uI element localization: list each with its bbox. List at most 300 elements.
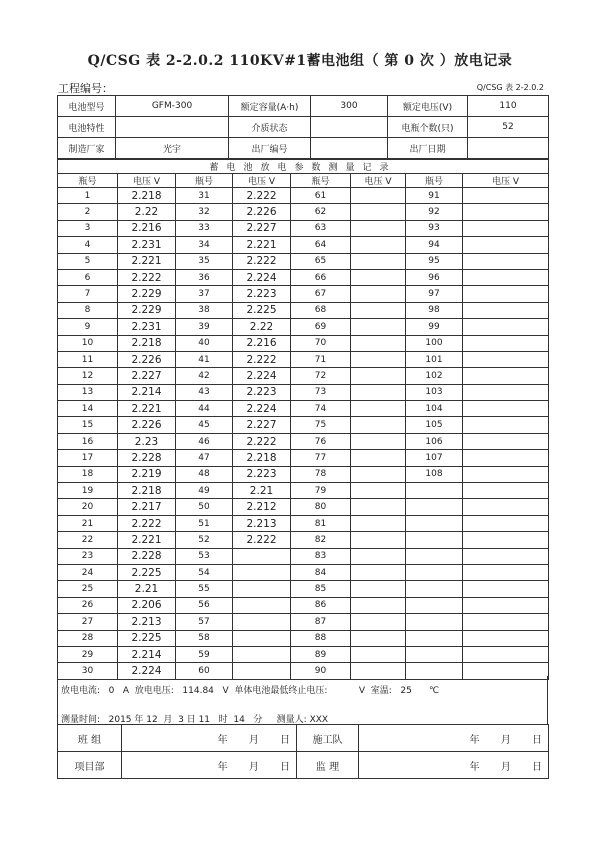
cell-number: 97 <box>406 286 463 302</box>
cell-number <box>406 614 463 630</box>
cell-voltage <box>463 548 549 564</box>
cell-number: 66 <box>291 269 351 285</box>
cell-number: 73 <box>291 384 351 400</box>
cell-voltage: 2.212 <box>233 499 291 515</box>
header-cell-no: 瓶号 <box>58 174 118 188</box>
cell-voltage: 2.219 <box>118 466 176 482</box>
cell-number: 11 <box>58 351 118 367</box>
cell-voltage: 2.229 <box>118 302 176 318</box>
manufacture-date <box>468 138 549 159</box>
table-row <box>58 335 549 351</box>
cell-voltage <box>463 237 549 253</box>
table-row <box>58 253 549 269</box>
cell-number: 21 <box>58 515 118 531</box>
table-row <box>58 433 549 449</box>
cell-number: 20 <box>58 499 118 515</box>
cell-number: 43 <box>176 384 233 400</box>
cell-voltage <box>351 401 406 417</box>
cell-number: 74 <box>291 401 351 417</box>
cell-number: 60 <box>176 663 233 679</box>
cell-number <box>406 499 463 515</box>
cell-voltage <box>351 368 406 384</box>
table-row <box>58 417 549 433</box>
cell-number: 10 <box>58 335 118 351</box>
cell-number: 67 <box>291 286 351 302</box>
cell-voltage: 2.22 <box>118 204 176 220</box>
cell-number: 35 <box>176 253 233 269</box>
cell-voltage: 2.226 <box>118 351 176 367</box>
cell-number: 57 <box>176 614 233 630</box>
cell-voltage: 2.228 <box>118 450 176 466</box>
cell-voltage <box>463 253 549 269</box>
cell-number: 87 <box>291 614 351 630</box>
cell-voltage <box>463 433 549 449</box>
cell-voltage <box>351 351 406 367</box>
cell-voltage <box>463 564 549 580</box>
cell-number: 22 <box>58 532 118 548</box>
cell-number: 40 <box>176 335 233 351</box>
cell-number: 82 <box>291 532 351 548</box>
table-row <box>58 204 549 220</box>
cell-number: 3 <box>58 220 118 236</box>
cell-voltage: 2.225 <box>233 302 291 318</box>
cell-number: 23 <box>58 548 118 564</box>
cell-voltage: 2.216 <box>233 335 291 351</box>
cell-number: 28 <box>58 630 118 646</box>
cell-number: 92 <box>406 204 463 220</box>
cell-voltage <box>463 646 549 662</box>
cell-number: 55 <box>176 581 233 597</box>
cell-number: 19 <box>58 483 118 499</box>
battery-info-table <box>57 95 549 159</box>
cell-number: 37 <box>176 286 233 302</box>
cell-number: 44 <box>176 401 233 417</box>
table-row <box>58 597 549 613</box>
table-row <box>58 515 549 531</box>
form-code: Q/CSG 表 2-2.0.2 <box>476 83 544 92</box>
cell-voltage: 2.221 <box>233 237 291 253</box>
cell-voltage: 2.221 <box>118 253 176 269</box>
header-cell-no: 瓶号 <box>291 174 351 188</box>
cell-voltage: 2.223 <box>233 466 291 482</box>
table-row <box>58 286 549 302</box>
crew-label: 施工队 <box>297 725 359 752</box>
rated-voltage: 110 <box>468 96 549 117</box>
cell-voltage: 2.214 <box>118 646 176 662</box>
cell-voltage: 2.223 <box>233 384 291 400</box>
cell-number <box>406 532 463 548</box>
cell-voltage <box>463 532 549 548</box>
cell-number: 68 <box>291 302 351 318</box>
cell-voltage <box>351 614 406 630</box>
cell-number: 41 <box>176 351 233 367</box>
table-row <box>58 319 549 335</box>
cell-number: 1 <box>58 188 118 204</box>
cell-voltage <box>463 269 549 285</box>
table-row <box>58 401 549 417</box>
cell-number: 50 <box>176 499 233 515</box>
cell-number: 52 <box>176 532 233 548</box>
cell-voltage <box>463 466 549 482</box>
cell-voltage <box>351 515 406 531</box>
cell-voltage: 2.218 <box>233 450 291 466</box>
cell-number: 69 <box>291 319 351 335</box>
cell-number <box>406 564 463 580</box>
label: 电瓶个数(只) <box>388 117 468 138</box>
cell-number: 12 <box>58 368 118 384</box>
cell-number: 77 <box>291 450 351 466</box>
cell-voltage <box>463 450 549 466</box>
cell-number: 94 <box>406 237 463 253</box>
cell-voltage <box>463 614 549 630</box>
cell-voltage <box>463 384 549 400</box>
label: 额定电压(V) <box>388 96 468 117</box>
cell-voltage <box>233 597 291 613</box>
cell-number: 86 <box>291 597 351 613</box>
header-cell-voltage: 电压 V <box>233 174 291 188</box>
cell-voltage <box>463 597 549 613</box>
cell-number: 58 <box>176 630 233 646</box>
table-row <box>58 220 549 236</box>
cell-number <box>406 597 463 613</box>
capacity: 300 <box>311 96 388 117</box>
cell-voltage: 2.227 <box>233 220 291 236</box>
label: 出厂日期 <box>388 138 468 159</box>
cell-voltage <box>233 564 291 580</box>
cell-voltage: 2.231 <box>118 319 176 335</box>
cell-number <box>406 646 463 662</box>
cell-voltage: 2.228 <box>118 548 176 564</box>
cell-voltage: 2.224 <box>233 269 291 285</box>
cell-voltage <box>233 630 291 646</box>
cell-voltage <box>351 597 406 613</box>
cell-number: 65 <box>291 253 351 269</box>
cell-voltage <box>463 204 549 220</box>
cell-number: 102 <box>406 368 463 384</box>
characteristic <box>116 117 229 138</box>
cell-number: 75 <box>291 417 351 433</box>
cell-number: 63 <box>291 220 351 236</box>
cell-voltage: 2.222 <box>233 188 291 204</box>
cell-voltage <box>351 188 406 204</box>
cell-voltage <box>463 417 549 433</box>
cell-voltage <box>351 417 406 433</box>
table-row <box>58 302 549 318</box>
team-label: 班 组 <box>58 725 122 752</box>
cell-number: 34 <box>176 237 233 253</box>
cell-voltage <box>351 220 406 236</box>
cell-number: 15 <box>58 417 118 433</box>
cell-voltage: 2.226 <box>233 204 291 220</box>
cell-number: 71 <box>291 351 351 367</box>
cell-number: 108 <box>406 466 463 482</box>
cell-voltage <box>463 368 549 384</box>
section-title: 蓄电池放电参数测量记录 <box>58 160 549 174</box>
cell-number: 36 <box>176 269 233 285</box>
cell-voltage: 2.222 <box>233 532 291 548</box>
cell-number: 42 <box>176 368 233 384</box>
cell-voltage <box>351 433 406 449</box>
cell-number: 64 <box>291 237 351 253</box>
cell-number: 26 <box>58 597 118 613</box>
cell-voltage <box>233 614 291 630</box>
cell-number: 45 <box>176 417 233 433</box>
cell-voltage <box>351 499 406 515</box>
cell-voltage: 2.222 <box>118 269 176 285</box>
cell-number: 81 <box>291 515 351 531</box>
cell-voltage <box>463 630 549 646</box>
cell-voltage <box>463 351 549 367</box>
cell-voltage: 2.221 <box>118 532 176 548</box>
cell-voltage <box>463 220 549 236</box>
cell-number: 103 <box>406 384 463 400</box>
cell-voltage <box>463 515 549 531</box>
cell-voltage <box>351 204 406 220</box>
measurement-summary <box>57 676 548 725</box>
cell-voltage: 2.221 <box>118 401 176 417</box>
cell-number: 24 <box>58 564 118 580</box>
cell-voltage <box>351 237 406 253</box>
table-row <box>58 548 549 564</box>
page-title: Q/CSG 表 2-2.0.2 110KV#1蓄电池组（ 第 0 次 ）放电记录 <box>87 53 513 69</box>
cell-voltage: 2.225 <box>118 564 176 580</box>
cell-voltage: 2.222 <box>118 515 176 531</box>
measurement-table <box>57 159 549 680</box>
cell-number: 5 <box>58 253 118 269</box>
cell-number: 33 <box>176 220 233 236</box>
cell-voltage: 2.227 <box>118 368 176 384</box>
column-header-row <box>58 174 549 188</box>
cell-voltage <box>233 646 291 662</box>
table-row <box>58 368 549 384</box>
label: 出厂编号 <box>229 138 311 159</box>
cell-voltage <box>463 302 549 318</box>
cell-voltage: 2.216 <box>118 220 176 236</box>
cell-number: 14 <box>58 401 118 417</box>
cell-number: 46 <box>176 433 233 449</box>
cell-voltage: 2.213 <box>233 515 291 531</box>
cell-voltage <box>351 253 406 269</box>
cell-number: 54 <box>176 564 233 580</box>
cell-number: 91 <box>406 188 463 204</box>
cell-number: 30 <box>58 663 118 679</box>
cell-number: 105 <box>406 417 463 433</box>
table-row <box>58 499 549 515</box>
cell-number: 48 <box>176 466 233 482</box>
cell-number: 18 <box>58 466 118 482</box>
cell-voltage: 2.224 <box>118 663 176 679</box>
cell-voltage: 2.214 <box>118 384 176 400</box>
supervisor-label: 监 理 <box>297 752 359 779</box>
cell-number: 78 <box>291 466 351 482</box>
cell-voltage <box>233 548 291 564</box>
table-row <box>58 483 549 499</box>
medium <box>311 117 388 138</box>
cell-voltage: 2.231 <box>118 237 176 253</box>
table-row <box>58 630 549 646</box>
cell-number: 80 <box>291 499 351 515</box>
crew-date: 年 月 日 <box>359 725 549 752</box>
cell-voltage: 2.213 <box>118 614 176 630</box>
discharge-params: 放电电流: 0 A 放电电压: 114.84 V 单体电池最低终止电压: V 室温: 25 ℃ <box>61 686 440 696</box>
header-cell-voltage: 电压 V <box>118 174 176 188</box>
cell-voltage <box>351 630 406 646</box>
table-row <box>58 564 549 580</box>
cell-voltage: 2.223 <box>233 286 291 302</box>
cell-voltage: 2.22 <box>233 319 291 335</box>
cell-number: 61 <box>291 188 351 204</box>
cell-voltage <box>351 581 406 597</box>
cell-voltage <box>351 450 406 466</box>
header-cell-voltage: 电压 V <box>351 174 406 188</box>
label: 额定容量(A·h) <box>229 96 311 117</box>
cell-number: 104 <box>406 401 463 417</box>
cell-number: 100 <box>406 335 463 351</box>
cell-number: 59 <box>176 646 233 662</box>
label: 介质状态 <box>229 117 311 138</box>
cell-voltage: 2.218 <box>118 335 176 351</box>
table-row <box>58 581 549 597</box>
cell-voltage <box>463 335 549 351</box>
cell-voltage <box>351 269 406 285</box>
cell-number: 98 <box>406 302 463 318</box>
table-row <box>58 646 549 662</box>
cell-number: 38 <box>176 302 233 318</box>
cell-number: 13 <box>58 384 118 400</box>
cell-voltage: 2.224 <box>233 401 291 417</box>
cell-voltage: 2.226 <box>118 417 176 433</box>
cell-number: 7 <box>58 286 118 302</box>
cell-number: 85 <box>291 581 351 597</box>
cell-count: 52 <box>468 117 549 138</box>
cell-number: 47 <box>176 450 233 466</box>
cell-voltage: 2.225 <box>118 630 176 646</box>
cell-voltage <box>351 548 406 564</box>
table-row <box>58 237 549 253</box>
cell-number <box>406 515 463 531</box>
cell-number: 49 <box>176 483 233 499</box>
table-row <box>58 532 549 548</box>
cell-number: 101 <box>406 351 463 367</box>
cell-number: 31 <box>176 188 233 204</box>
table-row <box>58 188 549 204</box>
cell-number: 9 <box>58 319 118 335</box>
cell-voltage <box>351 532 406 548</box>
cell-voltage <box>351 384 406 400</box>
cell-voltage <box>351 564 406 580</box>
cell-voltage <box>351 286 406 302</box>
cell-number: 62 <box>291 204 351 220</box>
label: 电池型号 <box>58 96 116 117</box>
header-cell-no: 瓶号 <box>406 174 463 188</box>
label: 制造厂家 <box>58 138 116 159</box>
cell-number: 29 <box>58 646 118 662</box>
cell-voltage <box>463 319 549 335</box>
cell-number: 76 <box>291 433 351 449</box>
battery-model: GFM-300 <box>116 96 229 117</box>
cell-voltage: 2.217 <box>118 499 176 515</box>
cell-voltage: 2.21 <box>118 581 176 597</box>
cell-number: 27 <box>58 614 118 630</box>
cell-number: 95 <box>406 253 463 269</box>
cell-voltage: 2.218 <box>118 483 176 499</box>
signature-table <box>57 724 549 779</box>
cell-number: 72 <box>291 368 351 384</box>
table-row <box>58 466 549 482</box>
cell-voltage <box>351 302 406 318</box>
cell-number: 56 <box>176 597 233 613</box>
cell-voltage: 2.21 <box>233 483 291 499</box>
supervisor-date: 年 月 日 <box>359 752 549 779</box>
cell-voltage <box>463 483 549 499</box>
table-row <box>58 614 549 630</box>
cell-number <box>406 548 463 564</box>
cell-voltage <box>351 483 406 499</box>
header-cell-no: 瓶号 <box>176 174 233 188</box>
cell-voltage: 2.218 <box>118 188 176 204</box>
label: 电池特性 <box>58 117 116 138</box>
maker: 光宇 <box>116 138 229 159</box>
cell-number: 6 <box>58 269 118 285</box>
cell-voltage <box>463 286 549 302</box>
cell-number: 96 <box>406 269 463 285</box>
cell-number <box>406 483 463 499</box>
cell-number: 89 <box>291 646 351 662</box>
table-row <box>58 384 549 400</box>
cell-voltage: 2.222 <box>233 351 291 367</box>
cell-voltage <box>233 581 291 597</box>
cell-voltage <box>351 319 406 335</box>
cell-voltage: 2.222 <box>233 253 291 269</box>
cell-number: 4 <box>58 237 118 253</box>
cell-voltage: 2.227 <box>233 417 291 433</box>
cell-voltage <box>351 646 406 662</box>
cell-number: 51 <box>176 515 233 531</box>
serial <box>311 138 388 159</box>
cell-number: 8 <box>58 302 118 318</box>
cell-number: 107 <box>406 450 463 466</box>
cell-number: 88 <box>291 630 351 646</box>
table-row <box>58 450 549 466</box>
cell-number: 32 <box>176 204 233 220</box>
cell-voltage <box>463 188 549 204</box>
table-row <box>58 351 549 367</box>
cell-voltage: 2.23 <box>118 433 176 449</box>
project-number-label: 工程编号： <box>58 82 113 95</box>
cell-number <box>406 630 463 646</box>
cell-number: 99 <box>406 319 463 335</box>
cell-number: 25 <box>58 581 118 597</box>
cell-number: 83 <box>291 548 351 564</box>
cell-voltage: 2.224 <box>233 368 291 384</box>
cell-voltage: 2.229 <box>118 286 176 302</box>
cell-voltage <box>463 581 549 597</box>
team-date: 年 月 日 <box>122 725 297 752</box>
cell-number: 84 <box>291 564 351 580</box>
cell-voltage <box>351 335 406 351</box>
cell-number: 70 <box>291 335 351 351</box>
cell-number: 79 <box>291 483 351 499</box>
table-row <box>58 269 549 285</box>
dept-label: 项目部 <box>58 752 122 779</box>
cell-number: 106 <box>406 433 463 449</box>
cell-number: 93 <box>406 220 463 236</box>
cell-number: 16 <box>58 433 118 449</box>
cell-number: 39 <box>176 319 233 335</box>
cell-number: 53 <box>176 548 233 564</box>
cell-voltage <box>463 499 549 515</box>
header-cell-voltage: 电压 V <box>463 174 549 188</box>
